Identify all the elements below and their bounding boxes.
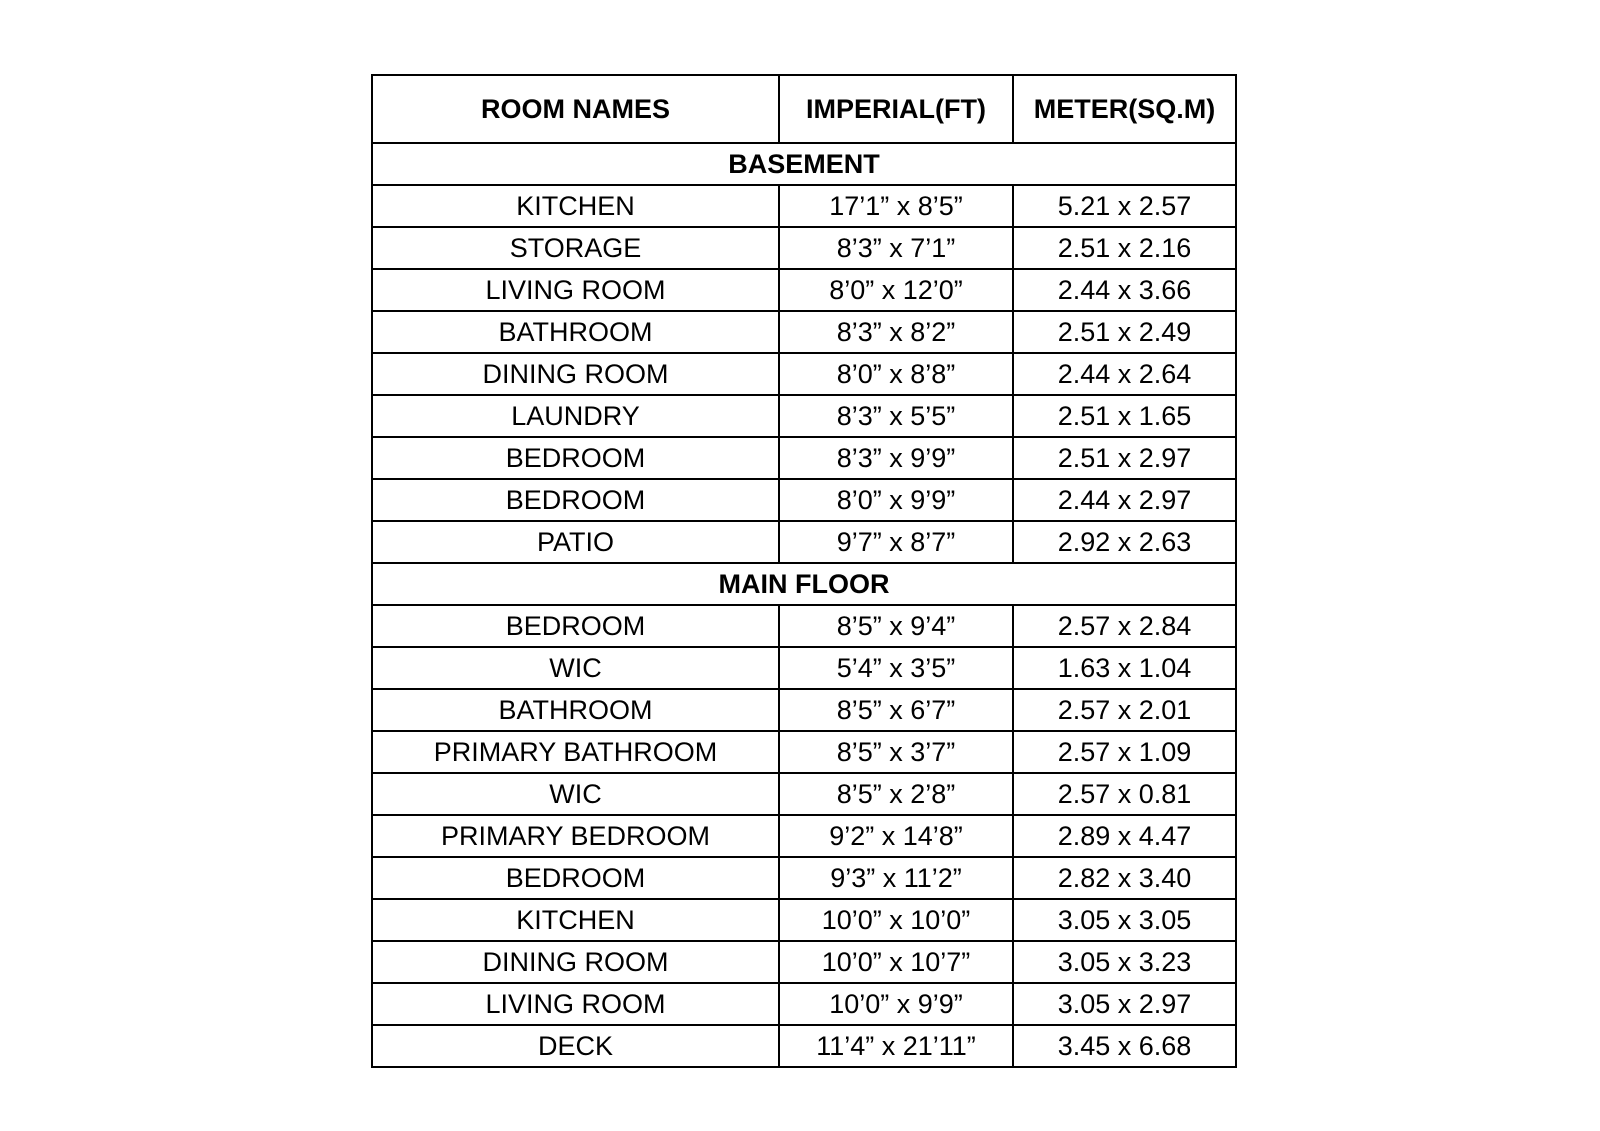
metric-cell: 2.57 x 1.09 xyxy=(1013,731,1236,773)
metric-cell: 3.45 x 6.68 xyxy=(1013,1025,1236,1067)
imperial-cell: 9’2” x 14’8” xyxy=(779,815,1013,857)
metric-cell: 2.57 x 2.01 xyxy=(1013,689,1236,731)
imperial-cell: 8’5” x 9’4” xyxy=(779,605,1013,647)
imperial-cell: 8’3” x 9’9” xyxy=(779,437,1013,479)
section-row xyxy=(372,143,1236,185)
imperial-cell: 8’5” x 6’7” xyxy=(779,689,1013,731)
table-row xyxy=(372,773,1236,815)
room-name-cell: BEDROOM xyxy=(372,437,779,479)
room-name-cell: BEDROOM xyxy=(372,857,779,899)
header-room-names: ROOM NAMES xyxy=(372,75,779,143)
room-name-cell: KITCHEN xyxy=(372,899,779,941)
metric-cell: 2.44 x 2.64 xyxy=(1013,353,1236,395)
room-name-cell: BATHROOM xyxy=(372,689,779,731)
table-row xyxy=(372,605,1236,647)
imperial-cell: 8’3” x 8’2” xyxy=(779,311,1013,353)
metric-cell: 2.44 x 2.97 xyxy=(1013,479,1236,521)
table-row xyxy=(372,353,1236,395)
room-name-cell: WIC xyxy=(372,773,779,815)
room-dimensions-table xyxy=(371,74,1237,1068)
room-name-cell: WIC xyxy=(372,647,779,689)
table-row xyxy=(372,479,1236,521)
table-row xyxy=(372,185,1236,227)
room-name-cell: PATIO xyxy=(372,521,779,563)
room-name-cell: KITCHEN xyxy=(372,185,779,227)
table-row xyxy=(372,521,1236,563)
table-row xyxy=(372,731,1236,773)
table-row xyxy=(372,437,1236,479)
imperial-cell: 5’4” x 3’5” xyxy=(779,647,1013,689)
metric-cell: 3.05 x 3.23 xyxy=(1013,941,1236,983)
imperial-cell: 8’0” x 9’9” xyxy=(779,479,1013,521)
metric-cell: 3.05 x 2.97 xyxy=(1013,983,1236,1025)
room-name-cell: BATHROOM xyxy=(372,311,779,353)
imperial-cell: 9’7” x 8’7” xyxy=(779,521,1013,563)
room-name-cell: PRIMARY BEDROOM xyxy=(372,815,779,857)
table-row xyxy=(372,857,1236,899)
table-row xyxy=(372,815,1236,857)
metric-cell: 2.89 x 4.47 xyxy=(1013,815,1236,857)
table-row xyxy=(372,395,1236,437)
imperial-cell: 17’1” x 8’5” xyxy=(779,185,1013,227)
metric-cell: 3.05 x 3.05 xyxy=(1013,899,1236,941)
table-row xyxy=(372,1025,1236,1067)
room-name-cell: DINING ROOM xyxy=(372,941,779,983)
imperial-cell: 10’0” x 10’0” xyxy=(779,899,1013,941)
table-row xyxy=(372,269,1236,311)
imperial-cell: 8’0” x 12’0” xyxy=(779,269,1013,311)
imperial-cell: 8’0” x 8’8” xyxy=(779,353,1013,395)
header-imperial: IMPERIAL(FT) xyxy=(779,75,1013,143)
table-row xyxy=(372,311,1236,353)
metric-cell: 5.21 x 2.57 xyxy=(1013,185,1236,227)
section-row xyxy=(372,563,1236,605)
room-name-cell: BEDROOM xyxy=(372,479,779,521)
imperial-cell: 8’3” x 5’5” xyxy=(779,395,1013,437)
imperial-cell: 10’0” x 10’7” xyxy=(779,941,1013,983)
header-row xyxy=(372,75,1236,143)
metric-cell: 2.92 x 2.63 xyxy=(1013,521,1236,563)
table-body xyxy=(372,143,1236,1067)
room-name-cell: BEDROOM xyxy=(372,605,779,647)
section-title: MAIN FLOOR xyxy=(372,563,1236,605)
metric-cell: 2.82 x 3.40 xyxy=(1013,857,1236,899)
room-name-cell: LIVING ROOM xyxy=(372,983,779,1025)
imperial-cell: 8’5” x 3’7” xyxy=(779,731,1013,773)
table-row xyxy=(372,689,1236,731)
table-row xyxy=(372,227,1236,269)
imperial-cell: 9’3” x 11’2” xyxy=(779,857,1013,899)
metric-cell: 2.51 x 2.97 xyxy=(1013,437,1236,479)
metric-cell: 1.63 x 1.04 xyxy=(1013,647,1236,689)
metric-cell: 2.51 x 2.16 xyxy=(1013,227,1236,269)
room-name-cell: PRIMARY BATHROOM xyxy=(372,731,779,773)
metric-cell: 2.44 x 3.66 xyxy=(1013,269,1236,311)
metric-cell: 2.57 x 0.81 xyxy=(1013,773,1236,815)
imperial-cell: 10’0” x 9’9” xyxy=(779,983,1013,1025)
room-name-cell: LIVING ROOM xyxy=(372,269,779,311)
room-name-cell: DINING ROOM xyxy=(372,353,779,395)
table-row xyxy=(372,899,1236,941)
table-row xyxy=(372,941,1236,983)
room-name-cell: DECK xyxy=(372,1025,779,1067)
table-row xyxy=(372,647,1236,689)
metric-cell: 2.51 x 1.65 xyxy=(1013,395,1236,437)
room-name-cell: STORAGE xyxy=(372,227,779,269)
imperial-cell: 8’3” x 7’1” xyxy=(779,227,1013,269)
header-meter: METER(SQ.M) xyxy=(1013,75,1236,143)
metric-cell: 2.51 x 2.49 xyxy=(1013,311,1236,353)
table-row xyxy=(372,983,1236,1025)
section-title: BASEMENT xyxy=(372,143,1236,185)
imperial-cell: 11’4” x 21’11” xyxy=(779,1025,1013,1067)
metric-cell: 2.57 x 2.84 xyxy=(1013,605,1236,647)
room-name-cell: LAUNDRY xyxy=(372,395,779,437)
imperial-cell: 8’5” x 2’8” xyxy=(779,773,1013,815)
